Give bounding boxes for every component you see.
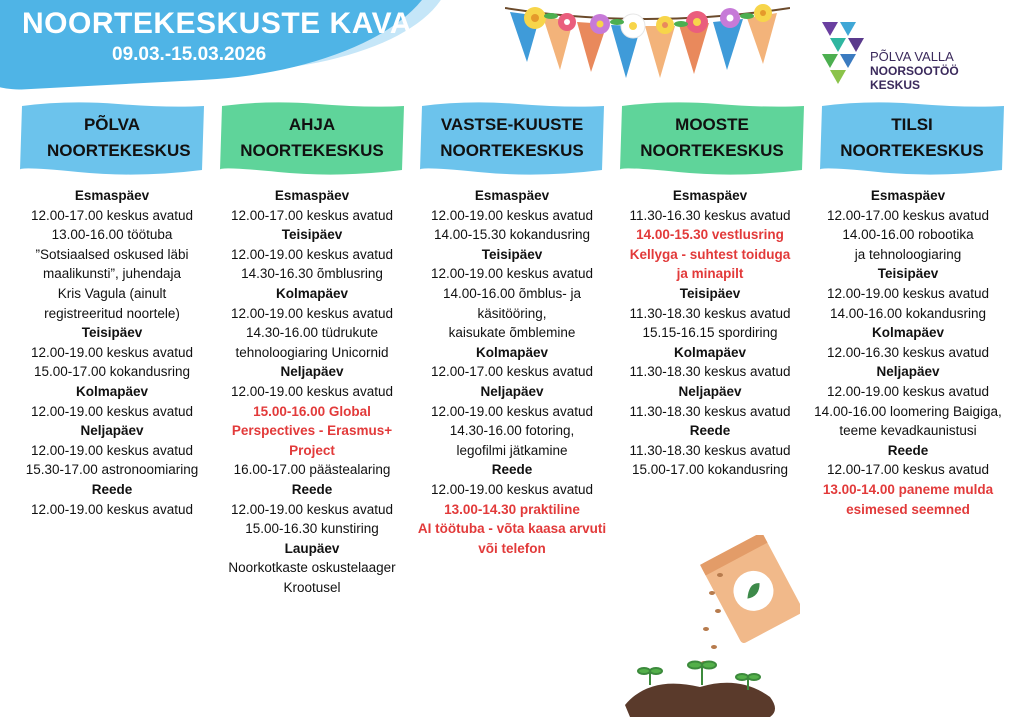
highlight-event: 13.00-14.30 praktiline: [444, 501, 580, 517]
day-heading: Reede: [291, 481, 333, 497]
schedule-line: 12.00-17.00 keskus avatud: [30, 207, 194, 223]
schedule-line: Noorkotkaste oskustelaager: [228, 560, 396, 576]
highlight-event: 14.00-15.30 vestlusring: [636, 227, 784, 243]
day-heading: Esmaspäev: [474, 188, 550, 203]
highlight-event: 13.00-14.00 paneme mulda: [822, 481, 994, 497]
schedule-line: 16.00-17.00 päästealaring: [233, 462, 391, 478]
day-heading: Neljapäev: [280, 364, 344, 380]
highlight-event: Kellyga - suhtest toiduga: [629, 246, 791, 262]
schedule-line: Kris Vagula (ainult: [57, 285, 167, 301]
header-title: VASTSE-KUUSTE NOORTEKESKUS: [440, 115, 584, 160]
schedule-line: 12.00-19.00 keskus avatud: [30, 501, 194, 517]
logo-line-3: KESKUS: [870, 78, 921, 92]
schedule-column-ahja: [212, 186, 412, 597]
schedule-line: 15.30-17.00 astronoomiaring: [25, 462, 199, 478]
highlight-event: või telefon: [478, 540, 546, 556]
logo-line-2: NOORSOOTÖÖ: [870, 64, 959, 78]
day-heading: Teisipäev: [81, 325, 143, 341]
schedule-line: 12.00-19.00 keskus avatud: [430, 266, 594, 282]
day-heading: Kolmapäev: [275, 285, 349, 301]
highlight-event: esimesed seemned: [846, 501, 970, 517]
schedule-line: 13.00-16.00 töötuba: [51, 227, 173, 243]
header-mooste: [618, 100, 806, 176]
schedule-line: ”Sotsiaalsed oskused läbi: [35, 246, 189, 262]
day-heading: Neljapäev: [876, 364, 940, 380]
schedule-line: 11.30-18.30 keskus avatud: [629, 403, 791, 419]
day-heading: Reede: [91, 481, 133, 497]
logo-mark-icon: [818, 18, 868, 88]
day-heading: Laupäev: [284, 540, 340, 556]
highlight-event: AI töötuba - võta kaasa arvuti: [417, 521, 607, 537]
schedule-line: 14.00-16.00 robootika: [842, 227, 974, 243]
day-heading: Neljapäev: [480, 383, 544, 399]
schedule-line: 12.00-17.00 keskus avatud: [430, 364, 594, 380]
day-heading: Neljapäev: [678, 383, 742, 399]
logo: [818, 18, 1008, 98]
day-heading: Reede: [887, 442, 929, 458]
page-title: NOORTEKESKUSTE KAVA: [22, 7, 413, 40]
day-heading: Esmaspäev: [672, 188, 748, 203]
day-heading: Reede: [689, 423, 731, 439]
schedule-line: kaisukate õmblemine: [448, 325, 576, 341]
day-heading: Kolmapäev: [871, 325, 945, 341]
header-title: TILSI NOORTEKESKUS: [840, 115, 984, 160]
logo-line-1: PÕLVA VALLA: [870, 49, 954, 64]
day-heading: Kolmapäev: [673, 344, 747, 360]
schedule-line: 14.30-16.00 tüdrukute: [245, 325, 379, 341]
schedule-line: 11.30-16.30 keskus avatud: [629, 207, 791, 223]
schedule-line: teeme kevadkaunistusi: [839, 423, 977, 439]
column-headers: [18, 100, 1018, 180]
schedule-line: 14.00-16.00 kokandusring: [829, 305, 987, 321]
day-heading: Esmaspäev: [870, 188, 946, 203]
schedule-line: 12.00-19.00 keskus avatud: [430, 481, 594, 497]
schedule-line: 12.00-19.00 keskus avatud: [430, 403, 594, 419]
highlight-event: Project: [289, 442, 335, 458]
schedule-line: 15.15-16.15 spordiring: [642, 325, 778, 341]
schedule-line: 15.00-17.00 kokandusring: [631, 462, 789, 478]
schedule-line: 14.30-16.30 õmblusring: [241, 266, 383, 282]
day-heading: Kolmapäev: [75, 383, 149, 399]
schedule-line: 12.00-17.00 keskus avatud: [826, 462, 990, 478]
flower-bunting-icon: [505, 0, 790, 85]
schedule-line: 12.00-19.00 keskus avatud: [230, 501, 394, 517]
schedule-line: maalikunsti”, juhendaja: [42, 266, 182, 282]
schedule-line: 12.00-19.00 keskus avatud: [230, 246, 394, 262]
schedule-line: 12.00-17.00 keskus avatud: [230, 207, 394, 223]
header-tilsi: [818, 100, 1006, 176]
schedule-column-polva: [12, 186, 212, 519]
schedule-line: 12.00-19.00 keskus avatud: [30, 403, 194, 419]
header-vastse-kuuste: [418, 100, 606, 176]
schedule-column-tilsi: [808, 186, 1008, 519]
schedule-line: 15.00-16.30 kunstiring: [245, 521, 379, 537]
highlight-event: ja minapilt: [676, 266, 744, 282]
schedule-line: 14.00-16.00 loomering Baigiga,: [814, 403, 1002, 419]
schedule-line: 14.30-16.00 fotoring,: [449, 423, 575, 439]
day-heading: Teisipäev: [877, 266, 939, 282]
header-ahja: [218, 100, 406, 176]
schedule-line: registreeritud noortele): [44, 305, 180, 321]
schedule-line: 12.00-19.00 keskus avatud: [30, 344, 194, 360]
schedule-line: 11.30-18.30 keskus avatud: [629, 305, 791, 321]
schedule-line: 11.30-18.30 keskus avatud: [629, 364, 791, 380]
day-heading: Neljapäev: [80, 423, 144, 439]
logo-text: [870, 50, 959, 92]
schedule-column-vastse-kuuste: [412, 186, 612, 558]
day-heading: Kolmapäev: [475, 344, 549, 360]
schedule-line: 12.00-19.00 keskus avatud: [230, 383, 394, 399]
schedule-line: 15.00-17.00 kokandusring: [33, 364, 191, 380]
schedule-line: käsitööring,: [477, 305, 547, 321]
page-dates: 09.03.-15.03.2026: [112, 44, 267, 65]
schedule-line: 11.30-18.30 keskus avatud: [629, 442, 791, 458]
schedule-line: tehnoloogiaring Unicornid: [235, 344, 389, 360]
header-polva: [18, 100, 206, 176]
schedule-line: 12.00-19.00 keskus avatud: [30, 442, 194, 458]
day-heading: Teisipäev: [679, 285, 741, 301]
schedule-line: 12.00-19.00 keskus avatud: [230, 305, 394, 321]
schedule-line: 14.00-15.30 kokandusring: [433, 227, 591, 243]
schedule-line: legofilmi jätkamine: [456, 442, 568, 458]
day-heading: Esmaspäev: [74, 188, 150, 203]
schedule-column-mooste: [610, 186, 810, 480]
schedule-line: 12.00-19.00 keskus avatud: [826, 285, 990, 301]
schedule-line: 12.00-19.00 keskus avatud: [826, 383, 990, 399]
highlight-event: 15.00-16.00 Global: [253, 403, 371, 419]
seed-packet-icon: [620, 535, 800, 720]
header-title: AHJA NOORTEKESKUS: [240, 115, 384, 160]
schedule-line: ja tehnoloogiaring: [854, 246, 962, 262]
day-heading: Teisipäev: [281, 227, 343, 243]
day-heading: Esmaspäev: [274, 188, 350, 203]
highlight-event: Perspectives - Erasmus+: [231, 423, 393, 439]
header-title: MOOSTE NOORTEKESKUS: [640, 115, 784, 160]
schedule-line: Krootusel: [283, 579, 341, 595]
schedule-line: 12.00-17.00 keskus avatud: [826, 207, 990, 223]
day-heading: Reede: [491, 462, 533, 478]
schedule-line: 12.00-19.00 keskus avatud: [430, 207, 594, 223]
header-title: PÕLVA NOORTEKESKUS: [47, 115, 191, 160]
schedule-line: 12.00-16.30 keskus avatud: [826, 344, 990, 360]
schedule-line: 14.00-16.00 õmblus- ja: [442, 285, 582, 301]
day-heading: Teisipäev: [481, 246, 543, 262]
